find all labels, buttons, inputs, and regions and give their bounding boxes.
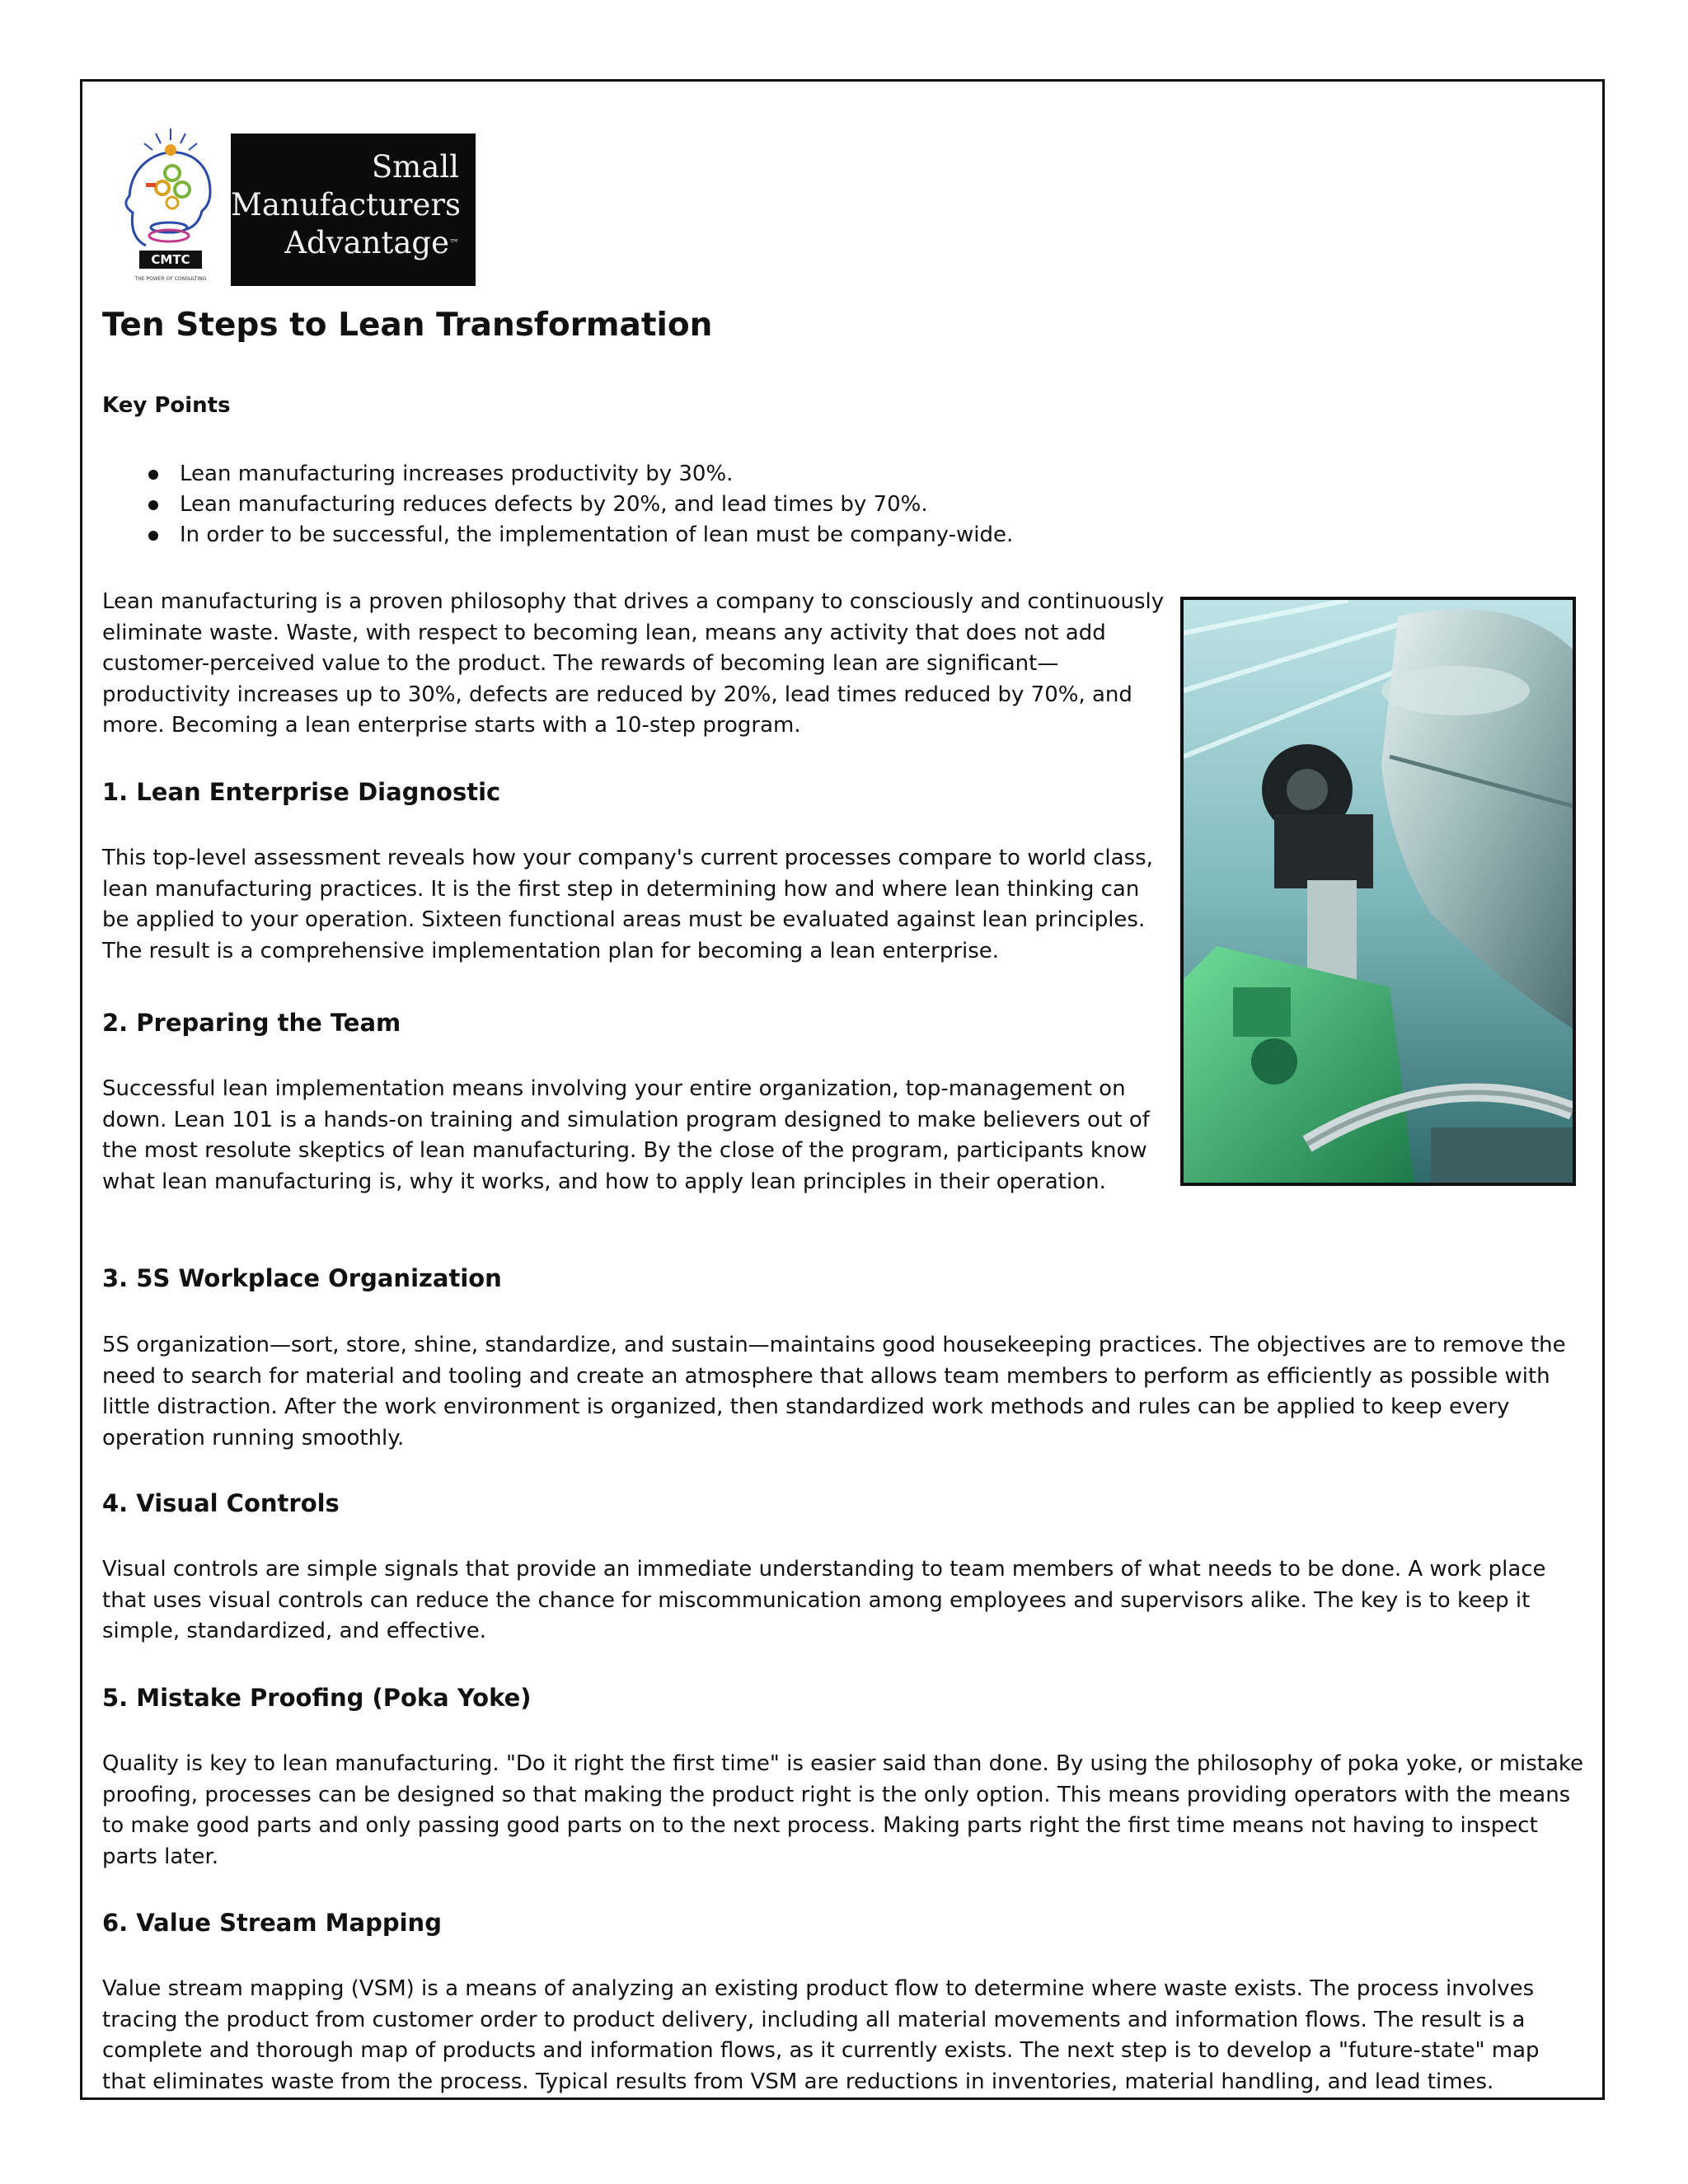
intro-paragraph: Lean manufacturing is a proven philosophy that drives a company to consciously and continuously eliminate waste. Waste, with respect to becoming lean, means any activity that does not add customer-perceived value to the product. The rewards of becoming lean are significant—productivity increases up to 30%, defects are reduced by 20%, lead times reduced by 70%, and more. Becoming a lean enterprise starts with a 10-step program.	[102, 589, 1165, 738]
logo-line-2: Manufacturers	[231, 187, 462, 223]
section-body-6: Value stream mapping (VSM) is a means of analyzing an existing product flow to determine where waste exists. The process involves tracing the product from customer order to product delivery, including all material movements and information flows. The result is a complete and thorough map of products and information flows, as it currently exists. The next step is to develop a "future-state" map that eliminates waste from the process. Typical results from VSM are reductions in inventories, material handling, and lead times.	[102, 1976, 1540, 2094]
section-body-5: Quality is key to lean manufacturing. "Do it right the first time" is easier said than done. By using the philosophy of poka yoke, or mistake proofing, processes can be designed so that making the product right is the only option. This means providing operators with the means to make good parts and only passing good parts on to the next process. Making parts right the first time means not having to inspect parts later.	[102, 1751, 1584, 1869]
section-heading-4: 4. Visual Controls	[102, 1489, 340, 1517]
trademark-mark: ™	[449, 237, 459, 249]
list-item: Lean manufacturing reduces defects by 20%, and lead times by 70%.	[102, 490, 1013, 520]
cmtc-tagline: THE POWER OF CONSULTING	[134, 276, 207, 282]
key-points-list	[102, 459, 1013, 551]
section-heading-6: 6. Value Stream Mapping	[102, 1909, 442, 1937]
logo-line-3: Advantage	[284, 225, 449, 260]
cmtc-badge-text: CMTC	[151, 252, 190, 267]
section-heading-5: 5. Mistake Proofing (Poka Yoke)	[102, 1684, 532, 1712]
cmtc-logo-icon	[113, 122, 228, 287]
page-title: Ten Steps to Lean Transformation	[102, 307, 713, 344]
section-heading-1: 1. Lean Enterprise Diagnostic	[102, 778, 501, 806]
section-heading-3: 3. 5S Workplace Organization	[102, 1264, 502, 1292]
section-body-3: 5S organization—sort, store, shine, standardize, and sustain—maintains good housekeeping practices. The objectives are to remove the need to search for material and tooling and create an atmosphere that allows team members to perform as efficiently as possible with little distraction. After the work environment is organized, then standardized work methods and rules can be applied to keep every operation running smoothly.	[102, 1333, 1566, 1451]
factory-machinery-illustration	[1184, 600, 1573, 1183]
sma-logo-box	[231, 134, 476, 286]
section-body-4: Visual controls are simple signals that provide an immediate understanding to team members of what needs to be done. A work place that uses visual controls can reduce the chance for miscommunication among employees and supervisors alike. The key is to keep it simple, standardized, and effective.	[102, 1557, 1546, 1643]
list-item: Lean manufacturing increases productivity by 30%.	[102, 459, 1013, 490]
company-logo	[113, 122, 476, 287]
list-item: In order to be successful, the implementation of lean must be company-wide.	[102, 520, 1013, 551]
factory-machinery-photo	[1180, 597, 1576, 1186]
section-body-1: This top-level assessment reveals how your company's current processes compare to world class, lean manufacturing practices. It is the first step in determining how and where lean thinking can be applied to your operation. Sixteen functional areas must be evaluated against lean principles. The result is a comprehensive implementation plan for becoming a lean enterprise.	[102, 846, 1153, 963]
logo-line-1: Small	[371, 149, 459, 185]
section-heading-2: 2. Preparing the Team	[102, 1009, 401, 1037]
key-points-heading: Key Points	[102, 393, 231, 418]
section-body-2: Successful lean implementation means involving your entire organization, top-management on down. Lean 101 is a hands-on training and simulation program designed to make believers out of the most resolute skeptics of lean manufacturing. By the close of the program, participants know what lean manufacturing is, why it works, and how to apply lean principles in their operation.	[102, 1076, 1150, 1194]
